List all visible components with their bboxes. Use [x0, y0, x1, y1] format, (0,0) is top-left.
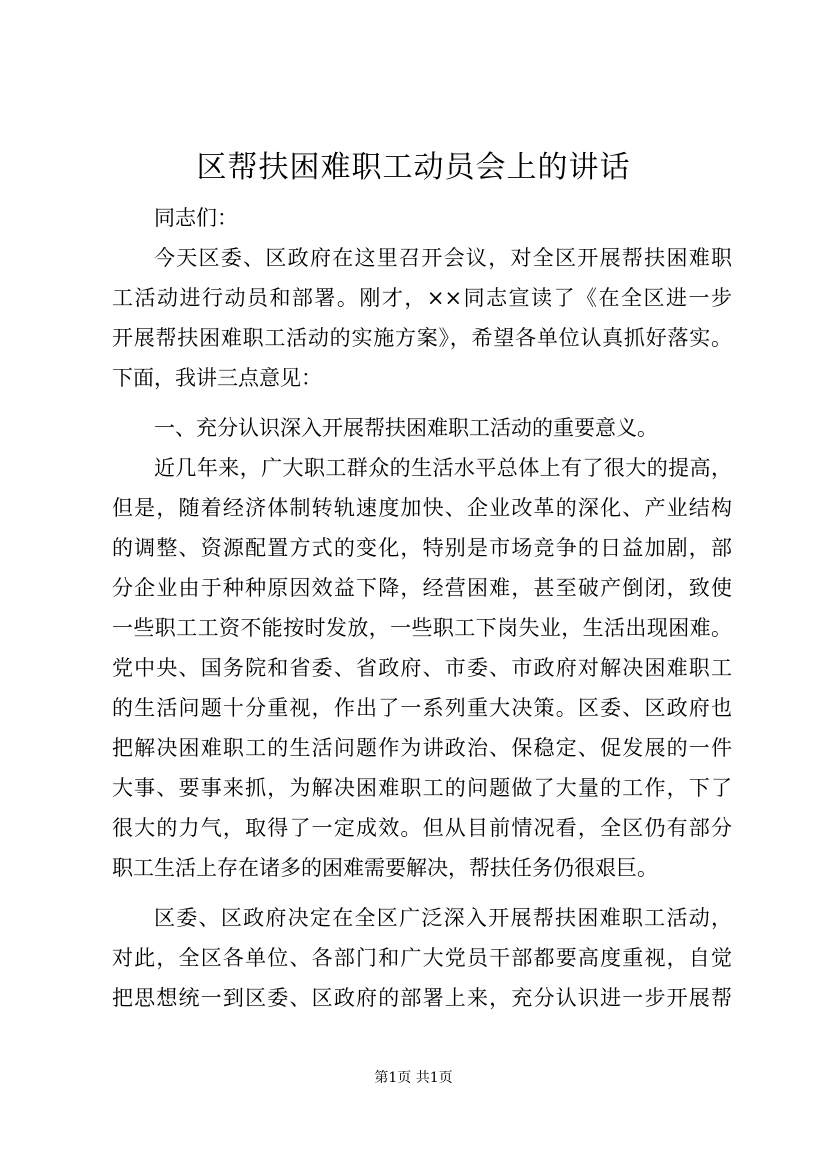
document-title: 区帮扶困难职工动员会上的讲话: [196, 150, 631, 185]
body-line: 把思想统一到区委、区政府的部署上来，充分认识进一步开展帮: [112, 986, 732, 1010]
body-line: 下面，我讲三点意见：: [112, 366, 322, 390]
body-line: 但是，随着经济体制转轨速度加快、企业改革的深化、产业结构: [112, 496, 732, 520]
body-line: 分企业由于种种原因效益下降，经营困难，甚至破产倒闭，致使: [112, 576, 732, 600]
section-heading: 一、充分认识深入开展帮扶困难职工活动的重要意义。: [154, 416, 658, 440]
body-line: 一些职工工资不能按时发放，一些职工下岗失业，生活出现困难。: [112, 616, 732, 640]
body-line: 对此，全区各单位、各部门和广大党员干部都要高度重视，自觉: [112, 946, 732, 970]
body-line: 大事、要事来抓，为解决困难职工的问题做了大量的工作，下了: [112, 776, 732, 800]
page-footer: 第1页 共1页: [374, 1070, 453, 1086]
body-line: 开展帮扶困难职工活动的实施方案》，希望各单位认真抓好落实。: [112, 326, 732, 350]
body-line: 今天区委、区政府在这里召开会议，对全区开展帮扶困难职: [154, 246, 732, 270]
body-line: 的生活问题十分重视，作出了一系列重大决策。区委、区政府也: [112, 696, 732, 720]
body-line: 把解决困难职工的生活问题作为讲政治、保稳定、促发展的一件: [112, 736, 732, 760]
body-line: 党中央、国务院和省委、省政府、市委、市政府对解决困难职工: [112, 656, 732, 680]
body-line: 近几年来，广大职工群众的生活水平总体上有了很大的提高，: [154, 456, 732, 480]
body-line: 职工生活上存在诸多的困难需要解决，帮扶任务仍很艰巨。: [112, 856, 658, 880]
body-line: 区委、区政府决定在全区广泛深入开展帮扶困难职工活动，: [154, 906, 732, 930]
body-line: 工活动进行动员和部署。刚才，××同志宣读了《在全区进一步: [112, 286, 732, 310]
body-line: 的调整、资源配置方式的变化，特别是市场竞争的日益加剧，部: [112, 536, 732, 560]
salutation-line: 同志们：: [154, 206, 238, 230]
body-line: 很大的力气，取得了一定成效。但从目前情况看，全区仍有部分: [112, 816, 732, 840]
